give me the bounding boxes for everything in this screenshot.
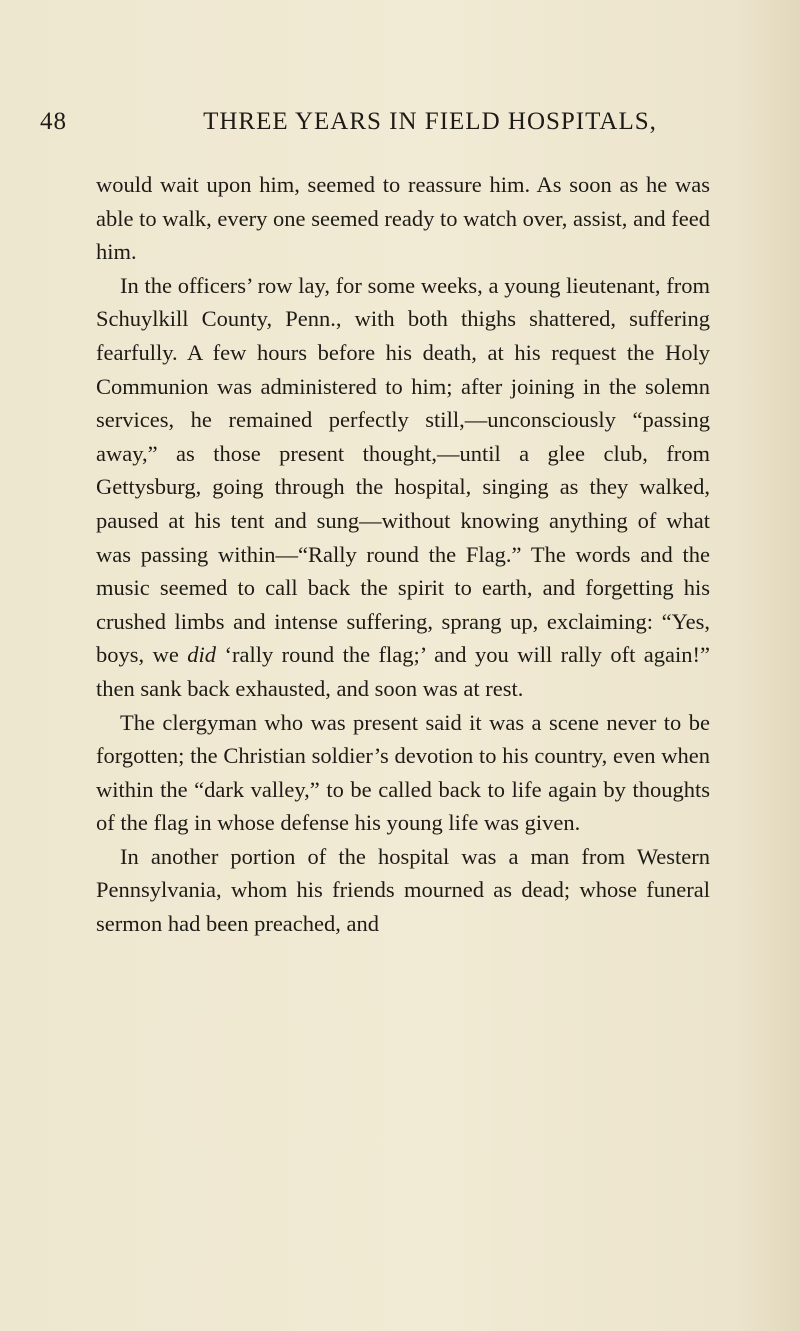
paragraph [96,840,710,941]
paragraph-text-continued: ‘rally round the flag;’ and you will rally oft again!” then sank back exhausted, and soon was at rest. [96,642,710,701]
body-text [96,168,710,941]
emphasized-word: did [187,642,217,668]
paragraph [96,706,710,840]
paragraph-text: In the officers’ row lay, for some weeks, a young lieutenant, from Schuylkill County, Penn., with both thighs shattered, suffering fearfully. A few hours before his death, at his request the Holy Communion was administered to him; after joining in the solemn services, he remained perfectly still,—unconsciously “passing away,” as those present thought,—until a glee club, from Gettysburg, going through the hospital, singing as they walked, paused at his tent and sung—without knowing anything of what was passing within—“Rally round the Flag.” The words and the music seemed to call back the spirit to earth, and forgetting his crushed limbs and intense suffering, sprang up, exclaiming: “Yes, boys, we [96,272,710,668]
page-number: 48 [40,108,67,135]
paragraph-text: would wait upon him, seemed to reassure him. As soon as he was able to walk, every one seemed ready to watch over, assist, and feed him. [96,172,710,265]
paragraph [96,168,710,269]
paragraph-text: In another portion of the hospital was a man from Western Pennsylvania, whom his friends mourned as dead; whose funeral sermon had been preached, and [96,843,710,937]
paragraph [96,269,710,706]
running-title: THREE YEARS IN FIELD HOSPITALS, [203,108,657,135]
running-head [40,108,740,148]
paragraph-text: The clergyman who was present said it was a scene never to be forgotten; the Christian soldier’s devotion to his country, even when within the “dark valley,” to be called back to life again by thoughts of the flag in whose defense his young life was given. [96,709,710,836]
